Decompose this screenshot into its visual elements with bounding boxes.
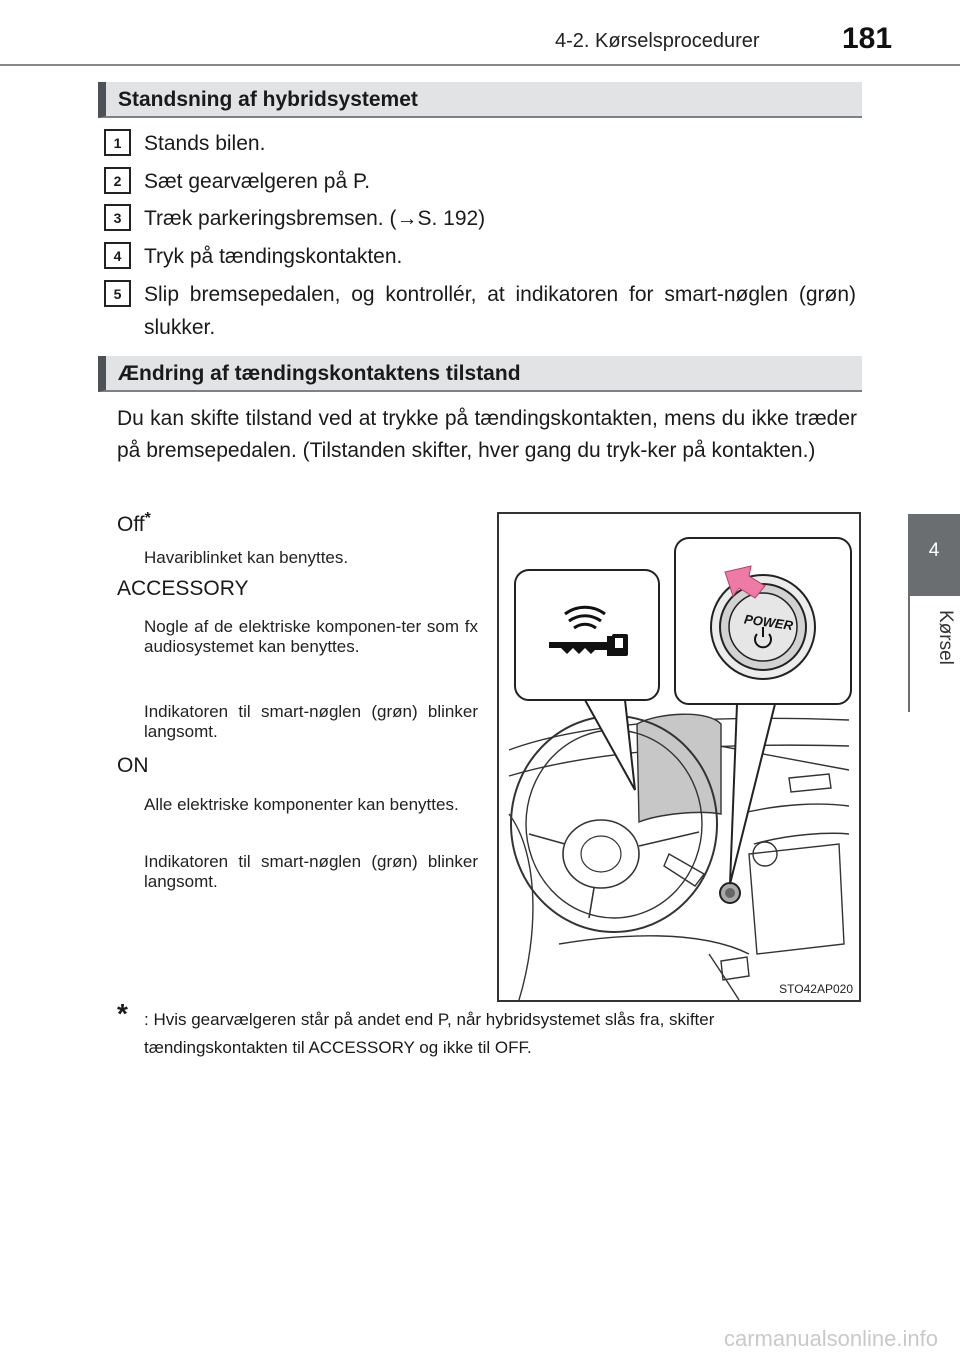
step-text: Træk parkeringsbremsen. (→S. 192): [144, 207, 486, 230]
mode-desc: Nogle af de elektriske komponen-ter som fx audiosystemet kan benyttes.: [144, 617, 478, 656]
section-title: 4-2. Kørselsprocedurer: [555, 30, 760, 52]
mode-title-accessory: ACCESSORY: [117, 577, 249, 600]
step-number: 3: [104, 204, 131, 231]
dashboard-illustration: [497, 512, 861, 1002]
step-number: 4: [104, 242, 131, 269]
chapter-tab-label: Kørsel: [935, 610, 956, 665]
step-text: Tryk på tændingskontakten.: [144, 245, 403, 268]
chapter-tab[interactable]: [908, 514, 960, 596]
mode-title-on: ON: [117, 754, 149, 777]
mode-desc: Havariblinket kan benyttes.: [144, 548, 349, 567]
step-number: 5: [104, 280, 131, 307]
section-heading-stop-hybrid: [98, 82, 862, 118]
footnote-text: : Hvis gearvælgeren står på andet end P, når hybridsystemet slås fra, skifter tændingskontakten til ACCESSORY og ikke til OFF.: [144, 1010, 715, 1057]
chapter-tab-number: 4: [928, 540, 940, 561]
step-text: Slip bremsepedalen, og kontrollér, at indikatoren for smart-nøglen (grøn) slukker.: [144, 283, 856, 339]
header-divider: [0, 64, 960, 66]
page-number: 181: [842, 22, 893, 55]
mode-desc: Indikatoren til smart-nøglen (grøn) blinker langsomt.: [144, 852, 478, 891]
footnote-mark: *: [117, 998, 128, 1029]
power-button-icon: [711, 575, 815, 679]
figure-code: STO42AP020: [779, 982, 853, 996]
section-heading-text: Ændring af tændingskontaktens tilstand: [118, 362, 521, 385]
mode-title-off: Off*: [117, 510, 151, 536]
step-text: Sæt gearvælgeren på P.: [144, 170, 371, 193]
section-heading-text: Standsning af hybridsystemet: [118, 88, 418, 111]
footnote-star: *: [144, 510, 151, 527]
step-number: 2: [104, 167, 131, 194]
section-heading-ignition-mode: [98, 356, 862, 392]
power-button-label: POWER: [743, 611, 794, 634]
step-number: 1: [104, 129, 131, 156]
watermark: carmanualsonline.info: [723, 1326, 938, 1351]
mode-desc: Alle elektriske komponenter kan benyttes.: [144, 795, 459, 814]
step-text: Stands bilen.: [144, 132, 266, 155]
mode-desc: Indikatoren til smart-nøglen (grøn) blinker langsomt.: [144, 702, 478, 741]
dashboard-drawing: [499, 514, 859, 1000]
intro-paragraph: Du kan skifte tilstand ved at trykke på tændingskontakten, mens du ikke træder på bremsepedalen. (Tilstanden skifter, hver gang du tryk-ker på kontakten.): [117, 407, 857, 462]
